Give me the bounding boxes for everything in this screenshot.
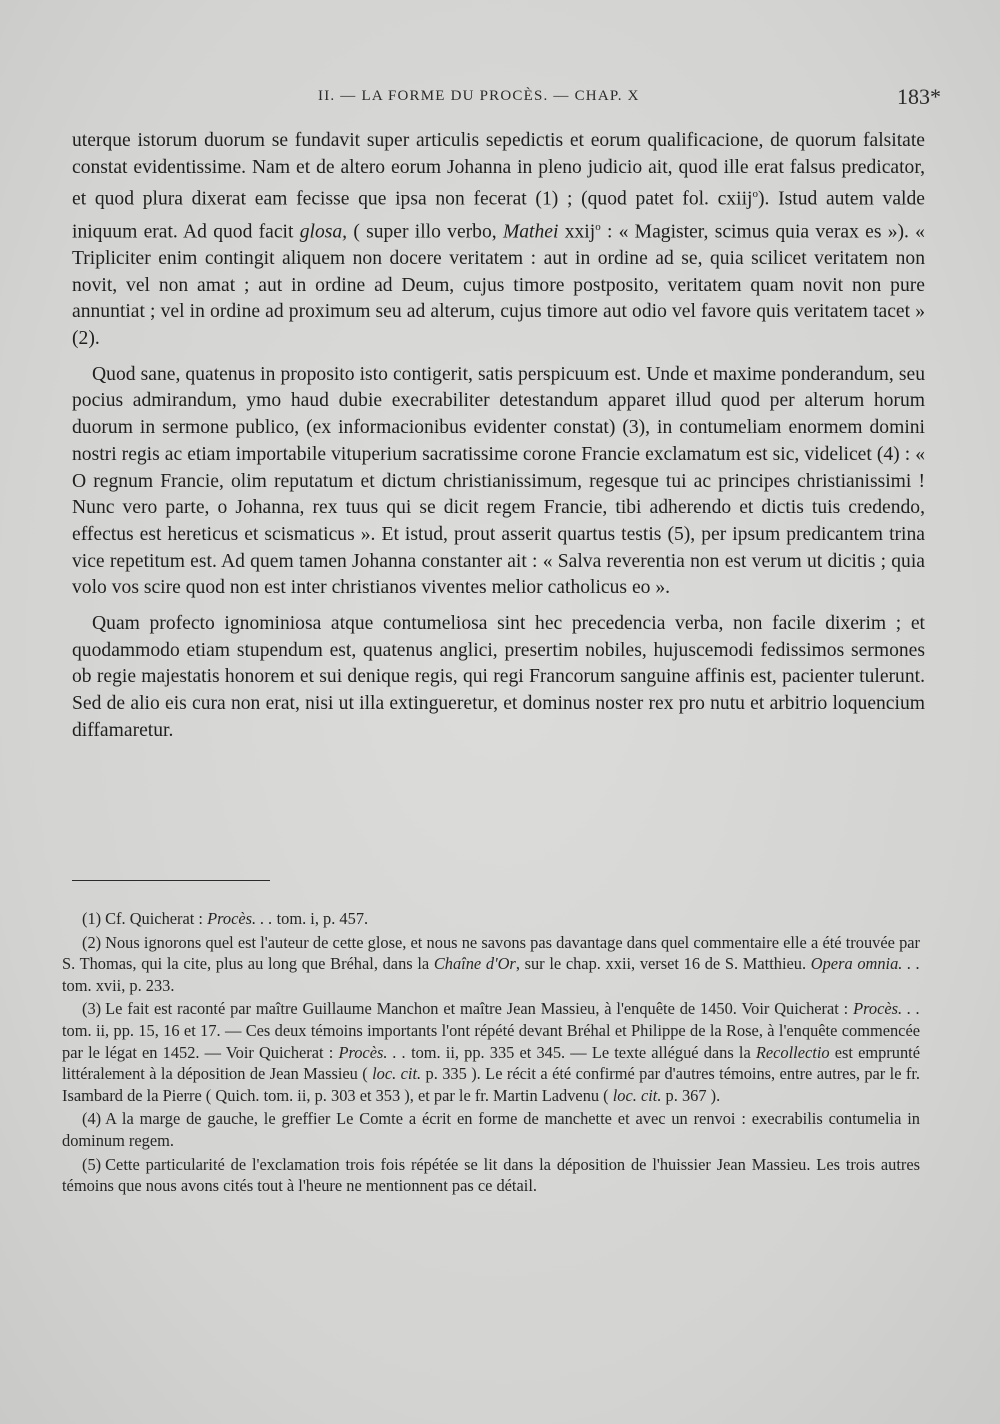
footnote-3: (3) Le fait est raconté par maître Guillaume Manchon et maître Jean Massieu, à l'enquête de 1450. Voir Quicherat : Procès. . . tom. ii, pp. 15, 16 et 17. — Ces deux témoins importants l'ont répété devant Bréhal et Philippe de la Rose, à l'enquête commencée par le légat en 1452. — Voir Quicherat : Procès. . . tom. ii, pp. 335 et 345. — Le texte allégué dans la Recollectio est emprunté littéralement à la déposition de Jean Massieu ( loc. cit. p. 335 ). Le récit a été confirmé par d'autres témoins, entre autres, par le fr. Isambard de la Pierre ( Quich. tom. ii, p. 303 et 353 ), et par le fr. Martin Ladvenu ( loc. cit. p. 367 ).	[62, 999, 921, 1105]
footnote-1: (1) Cf. Quicherat : Procès. . . tom. i, p. 457.	[82, 909, 369, 928]
running-head-chapter: CHAP. X	[574, 88, 640, 104]
footnote-2: (2) Nous ignorons quel est l'auteur de cette glose, et nous ne savons pas davantage dans quel commentaire elle a été trouvée par S. Thomas, qui la cite, plus au long que Bréhal, dans la Chaîne d'Or, sur le chap. xxii, verset 16 de S. Matthieu. Opera omnia. . . tom. xvii, p. 233.	[62, 932, 920, 995]
paragraph-2: Quod sane, quatenus in proposito isto contigerit, satis perspicuum est. Unde et maxime ponderandum, seu pocius admirandum, ymo haud dubie execrabiliter detestandum apparet illud quod per alterum horum duorum in sermone publico, (ex informacionibus evidenter constat) (3), in contumeliam enormem domini nostri regis ac etiam importabile vituperium sacratissime corone Francie exclamatum est sic, videlicet (4) : « O regnum Francie, olim reputatum et dictum christianissimum, regesque tui ac principes christianissimi ! Nunc vero parte, o Johanna, rex tuus qui se dicit regem Francie, tibi adherendo et dictis tuis credendo, effectus est hereticus et scismaticus ». Et istud, prout asserit quartus testis (5), per ipsum predicantem trina vice repetitum est. Ad quem tamen Johanna constanter ait : « Salva reverentia non est verum ut dicitis ; quia volo vos scire quod non est inter christianos viventes melior catholicus eo ».	[72, 363, 925, 599]
footnote-4: (4) A la marge de gauche, le greffier Le Comte a écrit en forme de manchette et avec un renvoi : execrabilis contumelia in dominum regem.	[62, 1109, 920, 1150]
running-head	[318, 88, 640, 105]
main-text	[72, 128, 925, 754]
footnote-5: (5) Cette particularité de l'exclamation trois fois répétée se lit dans la déposition de l'huissier Jean Massieu. Les trois autres témoins que nous avons cités tout à l'heure ne mentionnent pas ce détail.	[62, 1154, 920, 1196]
running-head-title: LA FORME DU PROCÈS.	[361, 88, 549, 104]
running-head-dash: —	[340, 88, 357, 104]
paragraph-1: uterque istorum duorum se fundavit super articulis sepedictis et eorum qualificacione, de quorum falsitate constat evidentissime. Nam et de altero eorum Johanna in pleno judicio ait, quod ille erat falsus predicator, et quod plura dixerat eam fecisse que ipsa non fecerat (1) ; (quod patet fol. cxiij$^o$). Istud autem valde iniquum erat. Ad quod facit glosa, ( super illo verbo, Mathei xxij$^o$ : « Magister, scimus quia verax es »). « Tripliciter enim contingit aliquem non docere veritatem : aut in ordine ad se, quia scilicet veritatem non novit, vel non amat ; aut in ordine ad Deum, cujus timore postposito, veritatem quam novit non pure annuntiat ; vel in ordine ad proximum seu ad alterum, cujus timore aut odio vel favore quis veritatem tacet » (2).	[72, 130, 925, 349]
running-head-part: II.	[318, 88, 336, 104]
footnote-separator	[72, 880, 270, 881]
footnotes	[62, 908, 920, 1199]
paragraph-3: Quam profecto ignominiosa atque contumeliosa sint hec precedencia verba, non facile dixerim ; et quodammodo etiam stupendum est, quatenus anglici, presertim nobiles, hujuscemodi fedissimos sermones ob regie majestatis honorem et sui denique regis, qui regi Francorum sanguine affinis est, pacienter tulerunt. Sed de alio eis cura non erat, nisi ut illa extingueretur, et dominus noster rex pro nutu et arbitrio loquencium diffamaretur.	[72, 613, 925, 741]
running-head-dash-2: —	[553, 88, 570, 104]
page-number: 183*	[897, 84, 941, 109]
